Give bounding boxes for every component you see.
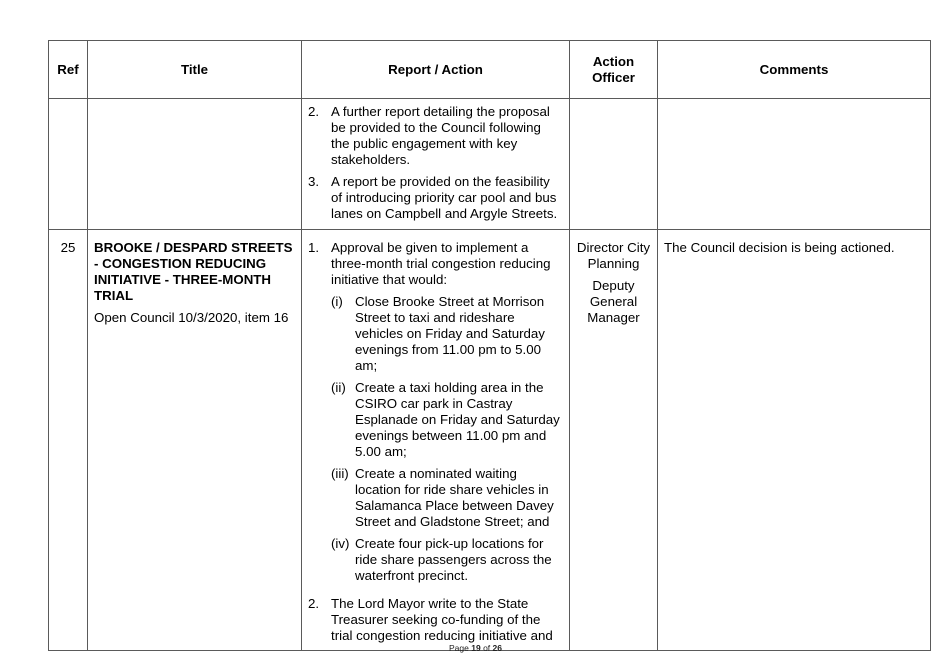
action-officer-cell	[570, 230, 658, 651]
header-row	[49, 41, 931, 99]
title-cell	[88, 99, 302, 230]
title-cell	[88, 230, 302, 651]
item-number: 2.	[308, 596, 320, 611]
header-comments: Comments	[658, 41, 931, 99]
ref-cell	[49, 99, 88, 230]
comments-cell	[658, 99, 931, 230]
sub-item	[331, 466, 563, 530]
comments-cell: The Council decision is being actioned.	[658, 230, 931, 651]
header-report-action: Report / Action	[302, 41, 570, 99]
sub-list	[331, 294, 563, 584]
meeting-reference: Open Council 10/3/2020, item 16	[94, 310, 289, 325]
page-label: Page	[449, 643, 472, 653]
sub-item-label: (iv)	[331, 536, 350, 551]
report-item	[308, 174, 563, 222]
report-item	[308, 240, 563, 590]
sub-item-text: Close Brooke Street at Morrison Street to taxi and rideshare vehicles on Friday and Saturday evenings from 11.00 pm to 5.00 am;	[355, 294, 545, 373]
sub-item-label: (iii)	[331, 466, 349, 481]
report-action-cell	[302, 99, 570, 230]
sub-item	[331, 294, 563, 374]
item-number: 3.	[308, 174, 320, 189]
item-number: 2.	[308, 104, 320, 119]
sub-item-text: Create a taxi holding area in the CSIRO car park in Castray Esplanade on Friday and Saturday evenings between 11.00 pm and 5.00 am;	[355, 380, 560, 459]
sub-item-text: Create four pick-up locations for ride share passengers across the waterfront precinct.	[355, 536, 552, 583]
item-number: 1.	[308, 240, 320, 255]
page-footer	[0, 643, 951, 653]
item-text: The Lord Mayor write to the State Treasurer seeking co-funding of the trial congestion reducing initiative and	[331, 596, 553, 643]
ref-cell: 25	[49, 230, 88, 651]
sub-item-label: (ii)	[331, 380, 346, 395]
report-action-cell	[302, 230, 570, 651]
report-item	[308, 596, 563, 644]
officer-name: Director City Planning	[576, 240, 651, 271]
report-item	[308, 104, 563, 168]
item-text: A further report detailing the proposal be provided to the Council following the public engagement with key stakeholders.	[331, 104, 550, 167]
header-action-officer: Action Officer	[570, 41, 658, 99]
sub-item-text: Create a nominated waiting location for ride share vehicles in Salamanca Place between Davey Street and Gladstone Street; and	[355, 466, 554, 529]
item-title: BROOKE / DESPARD STREETS - CONGESTION REDUCING INITIATIVE - THREE-MONTH TRIAL	[94, 240, 293, 303]
header-ref: Ref	[49, 41, 88, 99]
page-current: 19	[471, 643, 481, 653]
action-table	[48, 40, 931, 651]
page-total: 26	[492, 643, 502, 653]
sub-item	[331, 536, 563, 584]
action-officer-cell	[570, 99, 658, 230]
sub-item-label: (i)	[331, 294, 343, 309]
table-row	[49, 99, 931, 230]
page-of: of	[480, 643, 493, 653]
officer-name: Deputy General Manager	[587, 278, 640, 325]
table-row	[49, 230, 931, 651]
item-text: Approval be given to implement a three-month trial congestion reducing initiative that would:	[331, 240, 551, 287]
header-title: Title	[88, 41, 302, 99]
sub-item	[331, 380, 563, 460]
item-text: A report be provided on the feasibility of introducing priority car pool and bus lanes on Campbell and Argyle Streets.	[331, 174, 558, 221]
